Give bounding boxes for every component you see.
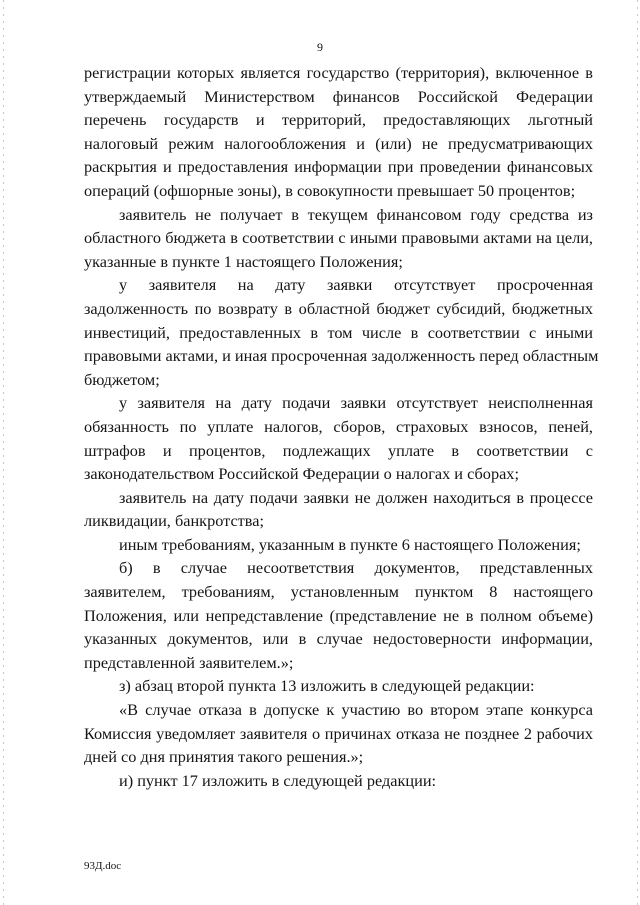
text-line: инвестиций, предоставленных в том числе в соответствии с иными <box>84 322 593 342</box>
document-body <box>84 61 599 792</box>
text-line: представленной заявителем.»; <box>84 652 294 672</box>
text-line: штрафов и процентов, подлежащих уплате в соответствии с <box>84 440 593 460</box>
text-line: заявителем, требованиям, установленным пунктом 8 настоящего <box>84 582 593 602</box>
scan-edge-left <box>3 0 4 905</box>
text-line: заявитель на дату подачи заявки не должен находиться в процессе <box>119 487 593 507</box>
text-line: и) пункт 17 изложить в следующей редакции: <box>119 770 437 790</box>
text-line: регистрации которых является государство (территория), включенное в <box>84 63 593 82</box>
text-line: дней со дня принятия такого решения.»; <box>84 747 364 767</box>
text-line: у заявителя на дату заявки отсутствует просроченная <box>119 275 593 295</box>
text-line: перечень государств и территорий, предоставляющих льготный <box>84 110 593 130</box>
text-line: указанные в пункте 1 настоящего Положения; <box>84 251 403 271</box>
footer-filename: 93Д.doc <box>84 860 122 872</box>
text-line: налоговый режим налогообложения и (или) не предусматривающих <box>84 133 593 153</box>
text-line: законодательством Российской Федерации о налогах и сборах; <box>84 464 519 484</box>
scan-edge-right <box>637 0 638 905</box>
text-line: бюджетом; <box>84 369 160 389</box>
text-line: ликвидации, банкротства; <box>84 511 265 531</box>
text-line: утверждаемый Министерством финансов Российской Федерации <box>84 86 593 106</box>
text-line: областного бюджета в соответствии с иными правовыми актами на цели, <box>84 228 593 248</box>
text-line: Положения, или непредставление (представление не в полном объеме) <box>84 605 593 625</box>
text-line: указанных документов, или в случае недостоверности информации, <box>84 629 593 649</box>
text-line: иным требованиям, указанным в пункте 6 настоящего Положения; <box>119 534 581 554</box>
text-line: задолженность по возврату в областной бюджет субсидий, бюджетных <box>84 298 593 318</box>
text-line: у заявителя на дату подачи заявки отсутствует неисполненная <box>119 393 593 413</box>
text-line: заявитель не получает в текущем финансовом году средства из <box>119 204 593 224</box>
text-line: обязанность по уплате налогов, сборов, страховых взносов, пеней, <box>84 416 593 436</box>
text-line: правовыми актами, и иная просроченная задолженность перед областным <box>84 346 599 366</box>
text-line: раскрытия и предоставления информации при проведении финансовых <box>84 157 593 177</box>
text-line: операций (офшорные зоны), в совокупности превышает 50 процентов; <box>84 180 576 200</box>
text-line: «В случае отказа в допуске к участию во втором этапе конкурса <box>119 700 593 720</box>
text-line: б) в случае несоответствия документов, представленных <box>119 558 593 578</box>
text-line: з) абзац второй пункта 13 изложить в следующей редакции: <box>119 676 535 696</box>
page-number: 9 <box>317 40 323 54</box>
text-line: Комиссия уведомляет заявителя о причинах отказа не позднее 2 рабочих <box>84 723 593 743</box>
